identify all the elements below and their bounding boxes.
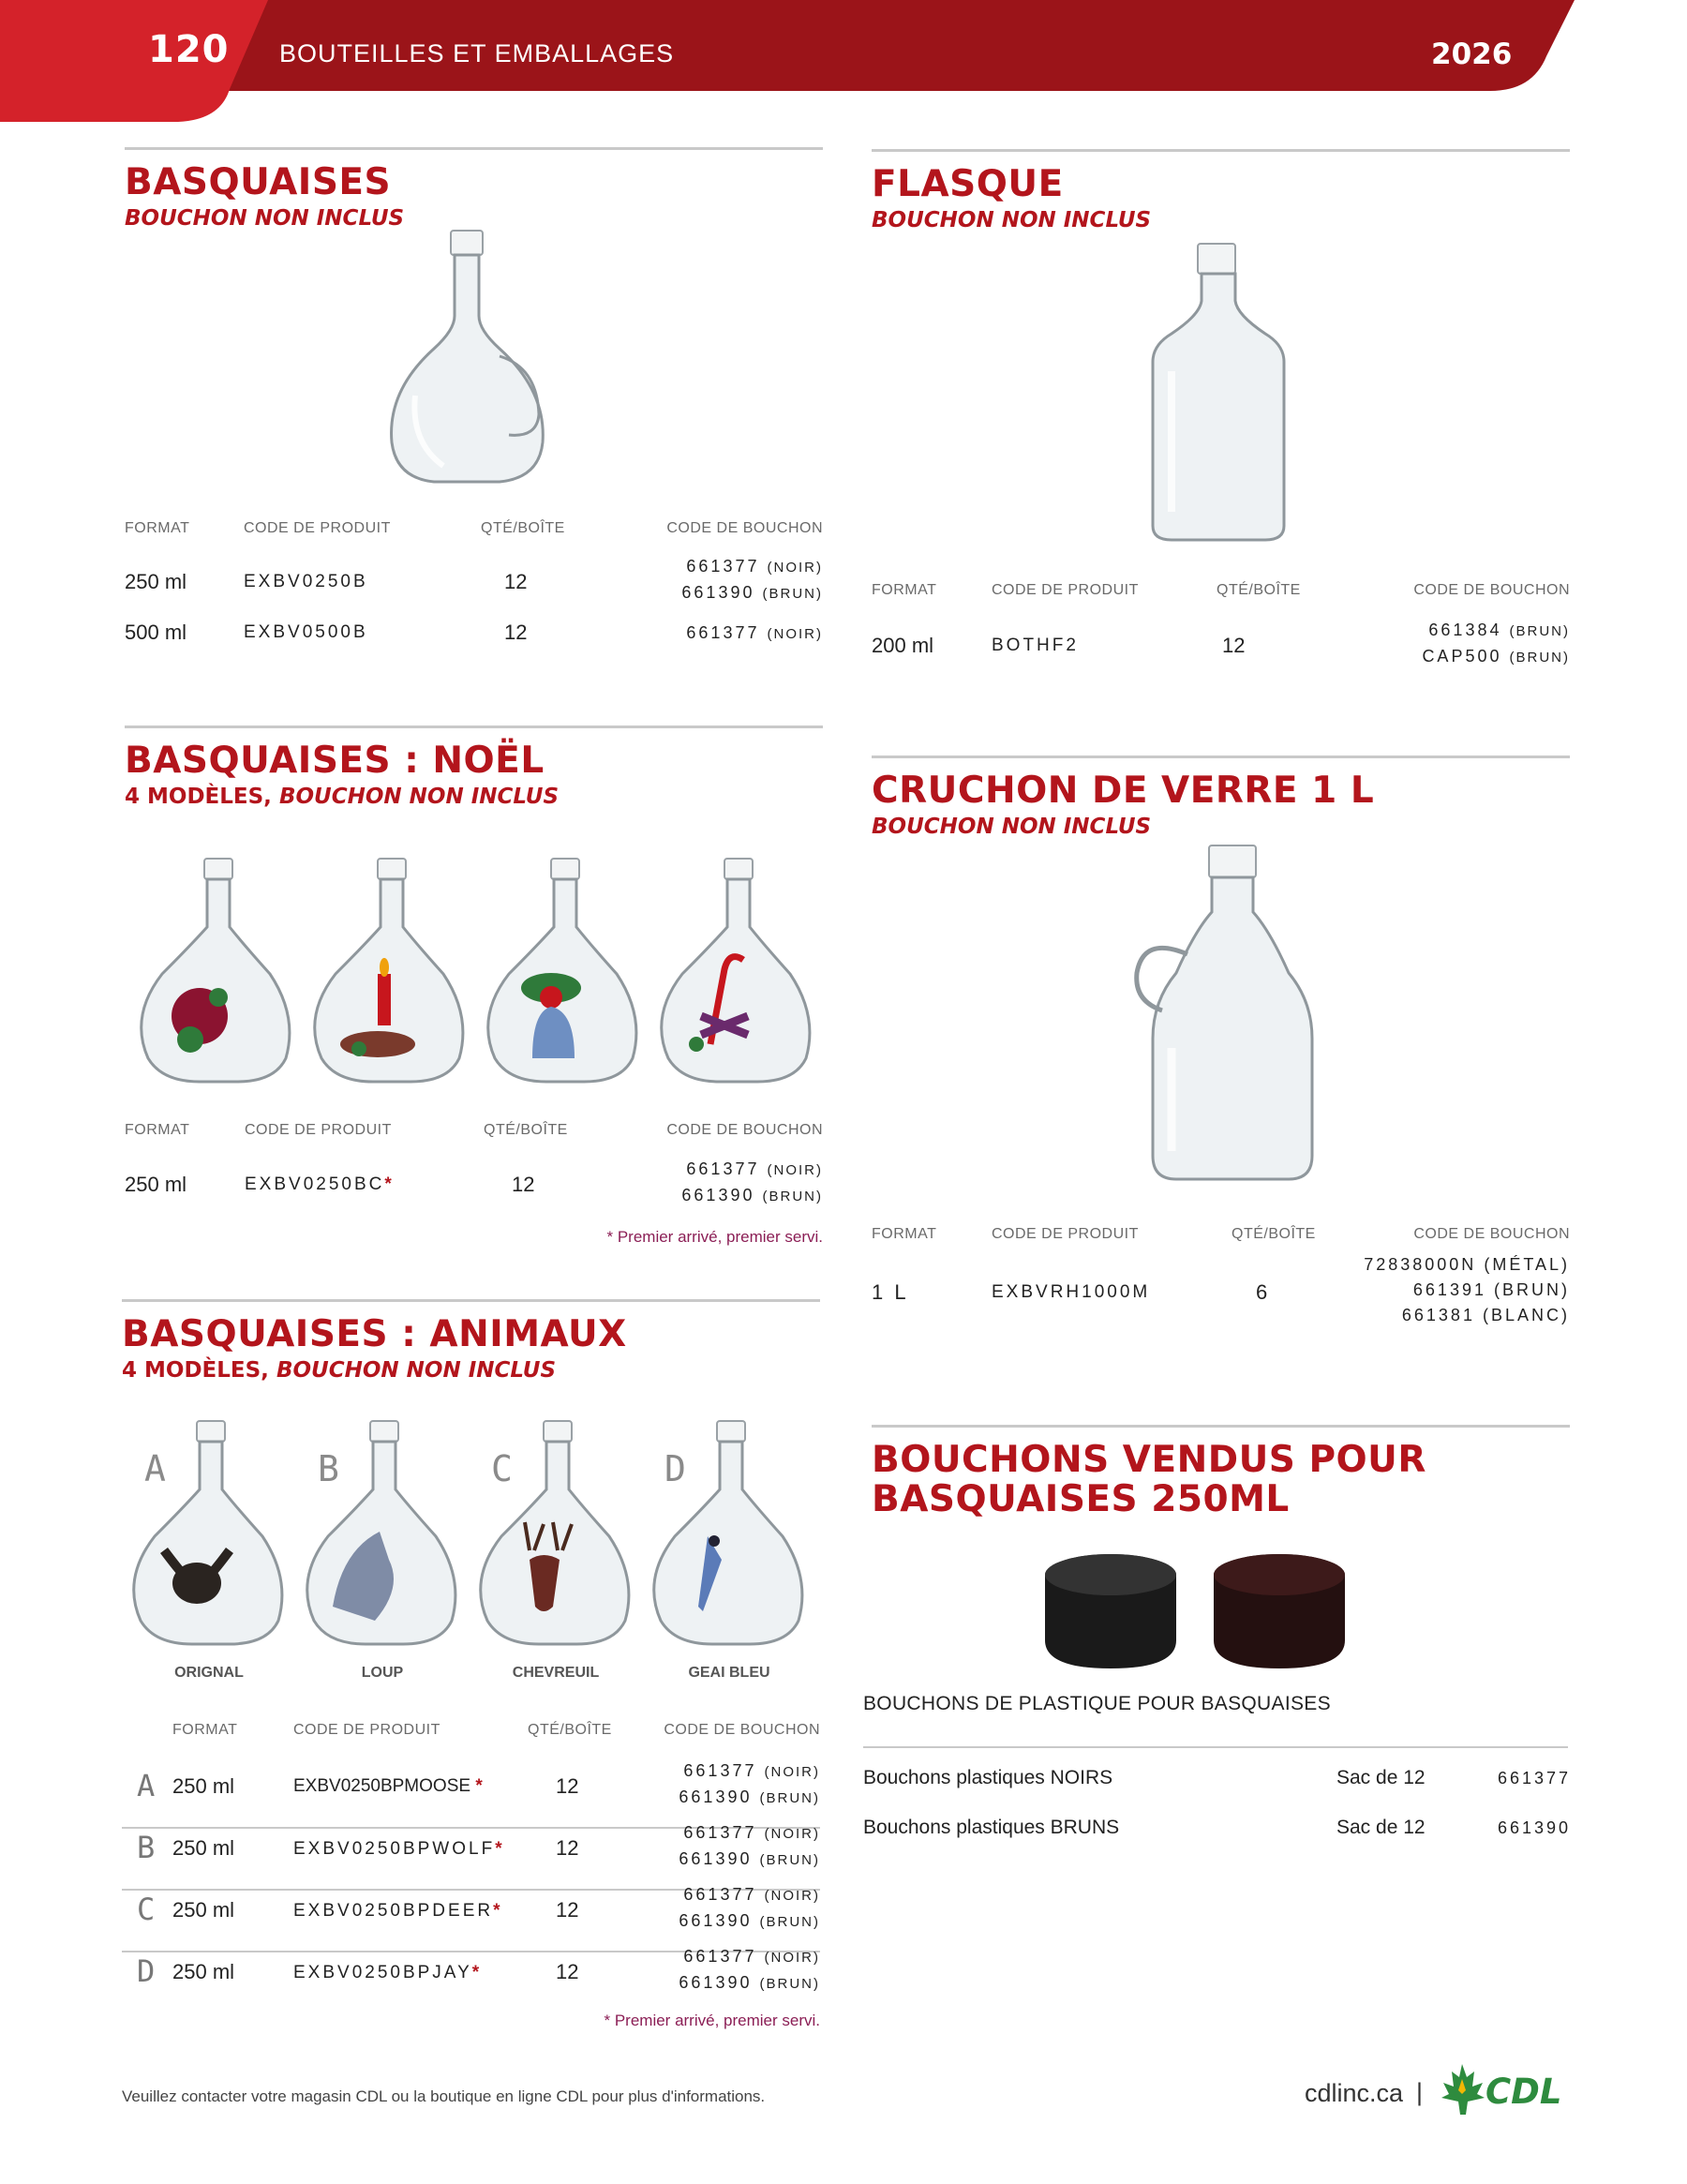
model-letter: C <box>491 1448 513 1489</box>
section-basquaises <box>125 147 823 672</box>
section-rule <box>872 755 1570 758</box>
catalog-year: 2026 <box>1431 37 1513 71</box>
row-cap-codes: 661377 (NOIR) 661390 (BRUN) <box>679 1885 820 1930</box>
col-cap: CODE DE BOUCHON <box>1413 582 1570 598</box>
row-qty: 12 <box>512 1173 535 1196</box>
model-letter: D <box>664 1448 686 1489</box>
section-heading: BASQUAISES : NOËL <box>125 740 545 782</box>
row-format: 1 L <box>872 1280 909 1304</box>
section-rule <box>125 147 823 150</box>
caps-row-code: 661390 <box>1498 1818 1572 1837</box>
section-subtitle: 4 MODÈLES, BOUCHON NON INCLUS <box>122 1358 557 1384</box>
model-name: ORIGNAL <box>174 1665 244 1681</box>
section-heading-line-1: BOUCHONS VENDUS POUR <box>872 1439 1426 1481</box>
section-heading: BASQUAISES <box>125 161 392 203</box>
col-format: FORMAT <box>172 1722 238 1738</box>
caps-row-name: Bouchons plastiques NOIRS <box>863 1767 1113 1788</box>
section-heading: BASQUAISES : ANIMAUX <box>122 1313 627 1355</box>
row-qty: 12 <box>504 570 528 593</box>
row-qty: 12 <box>556 1960 579 1983</box>
col-qty: QTÉ/BOÎTE <box>1217 582 1301 598</box>
row-code: EXBV0500B <box>244 622 368 642</box>
model-letter: B <box>318 1448 339 1489</box>
row-cap-codes: 661377 (NOIR) 661390 (BRUN) <box>679 1761 820 1806</box>
col-code: CODE DE PRODUIT <box>293 1722 440 1738</box>
col-code: CODE DE PRODUIT <box>992 1226 1139 1242</box>
section-noel <box>125 726 823 1260</box>
col-format: FORMAT <box>125 1122 190 1138</box>
row-qty: 12 <box>556 1774 579 1798</box>
col-code: CODE DE PRODUIT <box>244 520 391 536</box>
section-title: BOUTEILLES ET EMBALLAGES <box>279 39 675 67</box>
row-code: EXBV0250BPWOLF* <box>293 1839 505 1859</box>
row-code: EXBV0250BC* <box>245 1174 395 1194</box>
col-format: FORMAT <box>125 520 190 536</box>
section-rule <box>122 1299 820 1302</box>
col-qty: QTÉ/BOÎTE <box>481 520 565 536</box>
col-format: FORMAT <box>872 1226 937 1242</box>
cdl-logo-text: CDL <box>1485 2072 1562 2112</box>
row-cap-codes: 661377 (NOIR) 661390 (BRUN) <box>681 557 823 602</box>
col-qty: QTÉ/BOÎTE <box>1232 1226 1316 1242</box>
col-cap: CODE DE BOUCHON <box>1413 1226 1570 1242</box>
col-cap: CODE DE BOUCHON <box>664 1722 820 1738</box>
row-cap-codes: 661384 (BRUN) CAP500 (BRUN) <box>1422 621 1570 666</box>
row-qty: 12 <box>504 621 528 644</box>
row-format: 250 ml <box>125 570 187 593</box>
page-number: 120 <box>148 28 230 71</box>
footer-contact-text: Veuillez contacter votre magasin CDL ou la boutique en ligne CDL pour plus d'informations. <box>122 2087 766 2105</box>
col-cap: CODE DE BOUCHON <box>666 1122 823 1138</box>
section-heading-line-2: BASQUAISES 250ML <box>872 1478 1290 1521</box>
caps-row-name: Bouchons plastiques BRUNS <box>863 1817 1120 1838</box>
row-format: 500 ml <box>125 621 187 644</box>
section-rule <box>125 726 823 728</box>
col-code: CODE DE PRODUIT <box>992 582 1139 598</box>
row-format: 250 ml <box>125 1173 187 1196</box>
row-format: 250 ml <box>172 1836 235 1860</box>
row-format: 250 ml <box>172 1774 235 1798</box>
row-qty: 6 <box>1256 1280 1268 1304</box>
model-name: CHEVREUIL <box>512 1665 600 1681</box>
section-flasque <box>872 149 1570 674</box>
row-code: EXBV0250BPDEER* <box>293 1901 503 1921</box>
row-format: 250 ml <box>172 1898 235 1922</box>
col-code: CODE DE PRODUIT <box>245 1122 392 1138</box>
section-subtitle: 4 MODÈLES, BOUCHON NON INCLUS <box>125 785 560 810</box>
row-code: EXBV0250BPJAY* <box>293 1963 483 1982</box>
col-format: FORMAT <box>872 582 937 598</box>
section-heading: CRUCHON DE VERRE 1 L <box>872 770 1375 812</box>
col-cap: CODE DE BOUCHON <box>666 520 823 536</box>
row-qty: 12 <box>556 1836 579 1860</box>
caps-row-pack: Sac de 12 <box>1336 1817 1426 1838</box>
section-subtitle: BOUCHON NON INCLUS <box>872 815 1152 840</box>
caps-table-title: BOUCHONS DE PLASTIQUE POUR BASQUAISES <box>863 1693 1331 1714</box>
page-header <box>0 0 1687 127</box>
col-qty: QTÉ/BOÎTE <box>528 1722 612 1738</box>
row-code: EXBV0250B <box>244 572 368 591</box>
jug-bottle-image <box>1120 842 1326 1198</box>
row-format: 200 ml <box>872 634 934 657</box>
row-code: EXBVRH1000M <box>992 1282 1151 1302</box>
col-qty: QTÉ/BOÎTE <box>484 1122 568 1138</box>
row-cap-codes: 661377 (NOIR) 661390 (BRUN) <box>679 1947 820 1992</box>
noel-bottles-image <box>125 857 823 1091</box>
row-cap-codes: 661377 (NOIR) 661390 (BRUN) <box>679 1823 820 1868</box>
flask-bottle-image <box>1134 240 1303 549</box>
model-name: GEAI BLEU <box>688 1665 770 1681</box>
row-code: EXBV0250BPMOOSE * <box>293 1776 483 1796</box>
animal-bottles-image <box>122 1419 820 1653</box>
model-name: LOUP <box>361 1665 404 1681</box>
section-rule <box>872 149 1570 152</box>
row-cap-codes: 72838000N (MÉTAL) 661391 (BRUN) 661381 (BLANC) <box>1364 1255 1570 1324</box>
row-code: BOTHF2 <box>992 636 1079 655</box>
section-heading: FLASQUE <box>872 163 1064 205</box>
basque-bottle-image <box>378 227 556 489</box>
footer-website-link[interactable]: cdlinc.ca <box>1305 2079 1404 2107</box>
row-cap-codes: 661377 (NOIR) <box>686 623 823 642</box>
caps-row-code: 661377 <box>1498 1769 1572 1788</box>
caps-image <box>1040 1547 1359 1687</box>
row-cap-codes: 661377 (NOIR) 661390 (BRUN) <box>681 1159 823 1204</box>
section-subtitle: BOUCHON NON INCLUS <box>872 208 1152 233</box>
availability-note: * Premier arrivé, premier servi. <box>606 1228 823 1246</box>
row-qty: 12 <box>556 1898 579 1922</box>
model-letter: A <box>144 1448 166 1489</box>
row-qty: 12 <box>1222 634 1246 657</box>
section-rule <box>872 1425 1570 1428</box>
row-letter: B <box>137 1830 156 1865</box>
footer-separator: | <box>1416 2078 1424 2106</box>
availability-note: * Premier arrivé, premier servi. <box>604 2012 820 2029</box>
section-cruchon <box>872 755 1570 1355</box>
caps-row-pack: Sac de 12 <box>1336 1767 1426 1788</box>
section-subtitle: BOUCHON NON INCLUS <box>125 206 405 232</box>
row-letter: A <box>137 1768 156 1803</box>
row-letter: D <box>137 1953 156 1989</box>
row-letter: C <box>137 1892 156 1927</box>
caps-table-divider <box>863 1746 1568 1748</box>
section-animaux <box>122 1299 820 2049</box>
row-format: 250 ml <box>172 1960 235 1983</box>
